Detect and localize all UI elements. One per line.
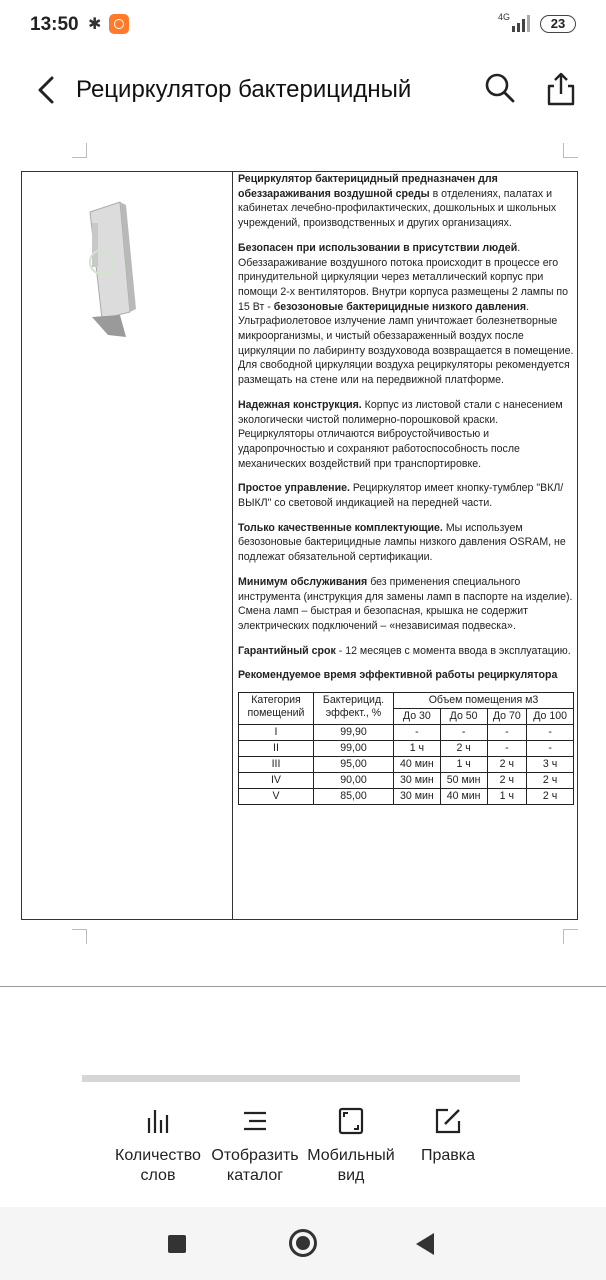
image-column bbox=[22, 172, 233, 919]
text-bold: Только качественные комплектующие. bbox=[238, 521, 443, 534]
table-cell: - bbox=[527, 741, 574, 757]
edit-label: Правка bbox=[420, 1147, 476, 1164]
table-cell: II bbox=[239, 741, 314, 757]
table-cell: 85,00 bbox=[314, 789, 394, 805]
word-count-button[interactable] bbox=[110, 1106, 206, 1186]
text: Мы используем безозоновые бактерицидные лампы низкого давления OSRAM, не подлежат обязательной сертификации. bbox=[238, 521, 566, 564]
page-corner-mark bbox=[72, 143, 87, 158]
text: Корпус из листовой стали с нанесением экологически чистой полимерно-порошковой краски. Рециркуляторы отличаются виброустойчивостью и ударопрочностью и сохраняют работоспособность после механических воздействий при транспортировке. bbox=[238, 398, 563, 470]
share-icon[interactable] bbox=[542, 70, 580, 108]
table-cell: 2 ч bbox=[527, 789, 574, 805]
table-title bbox=[238, 668, 574, 683]
word-count-icon bbox=[143, 1106, 173, 1136]
text: . Обеззараживание воздушного потока происходит в процессе его принудительной циркуляции через металлический корпус при помощи 2-х вентиляторов. Внутри корпуса размещены 2 лампы по 15 Вт - bbox=[238, 241, 569, 313]
search-icon[interactable] bbox=[482, 70, 518, 106]
text-bold: Безопасен при использовании в присутствии людей bbox=[238, 241, 518, 254]
status-time: 13:50 bbox=[30, 14, 79, 35]
battery-indicator: 23 bbox=[540, 15, 576, 33]
paragraph-safety bbox=[238, 241, 574, 388]
document-text bbox=[238, 172, 574, 805]
table-cell: IV bbox=[239, 773, 314, 789]
recirculator-image bbox=[80, 197, 170, 347]
table-cell: 40 мин bbox=[394, 757, 441, 773]
text: без применения специального инструмента (инструкция для замены ламп в паспорте на изделие). Смена ламп – быстрая и безопасная, крышка не содержит электрических подключений – «независимая подвеска». bbox=[238, 575, 573, 632]
page-divider bbox=[0, 986, 606, 987]
text-bold: Минимум обслуживания bbox=[238, 575, 368, 588]
table-cell: 40 мин bbox=[440, 789, 487, 805]
header-category: Категория помещений bbox=[239, 693, 314, 725]
table-row bbox=[239, 757, 574, 773]
page-corner-mark bbox=[72, 929, 87, 944]
table-cell: - bbox=[527, 725, 574, 741]
text-bold: Рекомендуемое время эффективной работы рециркулятора bbox=[238, 669, 558, 682]
paragraph-maintenance bbox=[238, 575, 574, 634]
table-cell: 50 мин bbox=[440, 773, 487, 789]
show-catalog-button[interactable] bbox=[208, 1106, 302, 1186]
table-cell: 2 ч bbox=[487, 773, 527, 789]
network-type: 4G bbox=[498, 12, 511, 22]
table-cell: 2 ч bbox=[487, 757, 527, 773]
table-cell: 95,00 bbox=[314, 757, 394, 773]
table-cell: 99,00 bbox=[314, 741, 394, 757]
word-count-label: Количество слов bbox=[115, 1147, 201, 1184]
back-arrow-icon[interactable] bbox=[30, 72, 66, 108]
page-corner-mark bbox=[563, 929, 578, 944]
show-catalog-label: Отобразить каталог bbox=[211, 1147, 299, 1184]
edit-icon bbox=[433, 1106, 463, 1136]
text: в отделениях, палатах и кабинетах лечебно-профилактических, дошкольных и школьных учреждений, производственных и других организациях. bbox=[238, 187, 557, 230]
table-cell: 1 ч bbox=[394, 741, 441, 757]
table-cell: 2 ч bbox=[440, 741, 487, 757]
table-cell: 1 ч bbox=[487, 789, 527, 805]
header-efficiency: Бактерицид. эффект., % bbox=[314, 693, 394, 725]
text: Рециркулятор имеет кнопку-тумблер "ВКЛ/ВЫКЛ" со световой индикацией на передней части. bbox=[238, 482, 564, 510]
table-cell: - bbox=[440, 725, 487, 741]
paragraph-purpose bbox=[238, 172, 574, 231]
header-volume: Объем помещения м3 bbox=[394, 693, 574, 709]
table-cell: 30 мин bbox=[394, 773, 441, 789]
home-button[interactable] bbox=[289, 1229, 317, 1257]
paragraph-components bbox=[238, 521, 574, 565]
document-page bbox=[21, 171, 578, 920]
table-cell: - bbox=[394, 725, 441, 741]
back-button[interactable] bbox=[416, 1233, 434, 1255]
table-cell: 99,90 bbox=[314, 725, 394, 741]
signal-icon bbox=[510, 14, 532, 32]
table-cell: V bbox=[239, 789, 314, 805]
header-volume-30: До 30 bbox=[394, 709, 441, 725]
table-header-row bbox=[239, 693, 574, 709]
table-cell: 2 ч bbox=[527, 773, 574, 789]
catalog-icon bbox=[240, 1106, 270, 1136]
mobile-view-icon bbox=[336, 1106, 366, 1136]
table-cell: - bbox=[487, 741, 527, 757]
system-nav-bar bbox=[0, 1207, 606, 1280]
header-volume-100: До 100 bbox=[527, 709, 574, 725]
table-row bbox=[239, 773, 574, 789]
header-volume-50: До 50 bbox=[440, 709, 487, 725]
table-cell: 3 ч bbox=[527, 757, 574, 773]
paragraph-control bbox=[238, 481, 574, 510]
work-time-table bbox=[238, 692, 574, 805]
app-notification-icon bbox=[109, 14, 129, 34]
text: - 12 месяцев с момента ввода в эксплуатацию. bbox=[335, 644, 571, 657]
header-volume-70: До 70 bbox=[487, 709, 527, 725]
paragraph-construction bbox=[238, 398, 574, 472]
text-bold: Надежная конструкция. bbox=[238, 398, 362, 411]
recent-apps-button[interactable] bbox=[168, 1235, 186, 1253]
text-bold: Гарантийный срок bbox=[238, 644, 336, 657]
app-header bbox=[0, 60, 606, 120]
table-cell: 1 ч bbox=[440, 757, 487, 773]
paragraph-warranty bbox=[238, 644, 574, 659]
edit-button[interactable] bbox=[408, 1106, 488, 1166]
page-corner-mark bbox=[563, 143, 578, 158]
table-cell: 90,00 bbox=[314, 773, 394, 789]
text: . Ультрафиолетовое излучение ламп уничтожает болезнетворные микроорганизмы, и чистый обеззараженный воздух после циркуляции по лабиринту воздуховода возвращается в помещение. Для свободной циркуляции воздуха рециркуляторы рекомендуется размещать на стене или на передвижной платформе. bbox=[238, 300, 574, 387]
bluetooth-icon: ✱ bbox=[88, 16, 102, 33]
table-cell: - bbox=[487, 725, 527, 741]
mobile-view-label: Мобильный вид bbox=[307, 1147, 395, 1184]
text-bold: Рециркулятор бактерицидный предназначен для обеззараживания воздушной среды bbox=[238, 173, 498, 200]
text-bold: безозоновые бактерицидные низкого давления bbox=[273, 300, 527, 313]
mobile-view-button[interactable] bbox=[304, 1106, 398, 1186]
table-cell: 30 мин bbox=[394, 789, 441, 805]
table-row bbox=[239, 789, 574, 805]
table-row bbox=[239, 741, 574, 757]
table-row bbox=[239, 725, 574, 741]
page-title: Рециркулятор бактерицидный bbox=[76, 76, 412, 103]
text-bold: Простое управление. bbox=[238, 482, 350, 495]
status-bar bbox=[0, 0, 606, 50]
bottom-toolbar bbox=[0, 1082, 606, 1207]
table-cell: III bbox=[239, 757, 314, 773]
table-cell: I bbox=[239, 725, 314, 741]
